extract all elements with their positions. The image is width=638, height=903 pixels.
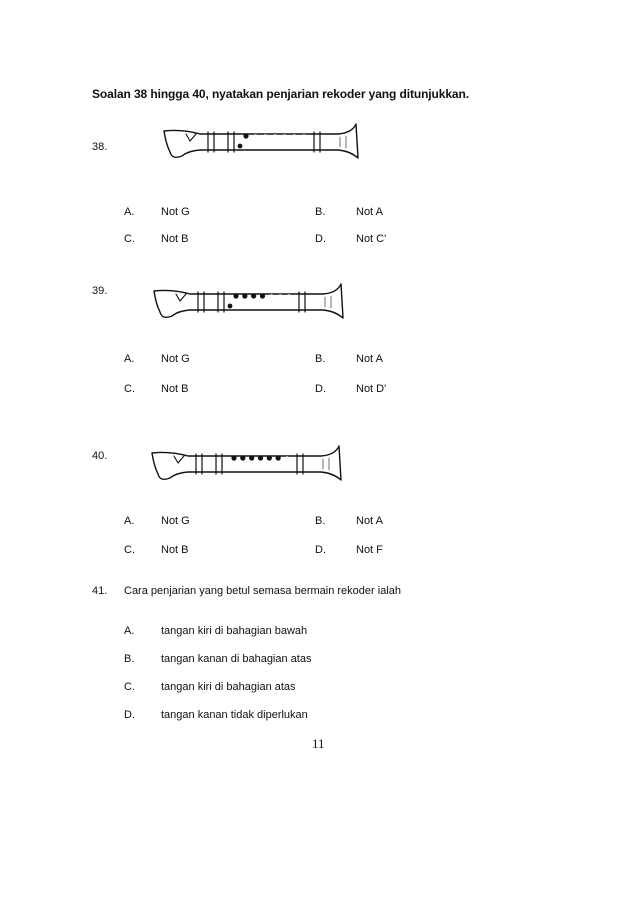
q41-option-b-letter: B. xyxy=(124,653,135,665)
q40-option-d-text: Not F xyxy=(356,544,383,556)
finger-hole-closed xyxy=(231,455,236,460)
finger-hole-closed xyxy=(251,293,256,298)
finger-hole-open xyxy=(302,134,306,138)
q39-option-a-text: Not G xyxy=(161,353,190,365)
q39-option-a-letter: A. xyxy=(124,353,135,365)
q38-option-b-letter: B. xyxy=(315,206,326,218)
q39-option-c-letter: C. xyxy=(124,383,135,395)
finger-hole-open xyxy=(293,134,297,138)
finger-hole-closed xyxy=(240,455,245,460)
recorder-window xyxy=(174,456,184,463)
recorder-39-image xyxy=(150,282,345,322)
thumb-hole-closed xyxy=(228,304,233,309)
q40-option-c-letter: C. xyxy=(124,544,135,556)
recorder-window xyxy=(176,294,186,301)
q39-option-d-letter: D. xyxy=(315,383,326,395)
recorder-body xyxy=(164,124,358,158)
q38-option-d-text: Not C' xyxy=(356,233,387,245)
q41-option-a-text: tangan kiri di bahagian bawah xyxy=(161,625,308,637)
recorder-window xyxy=(186,134,196,141)
q40-option-b-text: Not A xyxy=(356,515,383,527)
q41-option-d-text: tangan kanan tidak diperlukan xyxy=(161,709,308,721)
question-41-number: 41. xyxy=(92,585,108,597)
question-39-number: 39. xyxy=(92,285,108,297)
finger-hole-open xyxy=(254,134,258,138)
q40-option-b-letter: B. xyxy=(315,515,326,527)
q38-option-d-letter: D. xyxy=(315,233,326,245)
thumb-hole-closed xyxy=(238,144,243,149)
q40-option-a-letter: A. xyxy=(124,515,135,527)
q38-option-a-text: Not G xyxy=(161,206,190,218)
q38-option-a-letter: A. xyxy=(124,206,135,218)
finger-hole-closed xyxy=(258,455,263,460)
q39-option-c-text: Not B xyxy=(161,383,189,395)
q38-option-c-letter: C. xyxy=(124,233,135,245)
page-number: 11 xyxy=(312,736,325,751)
question-38-number: 38. xyxy=(92,141,108,153)
finger-hole-closed xyxy=(267,455,272,460)
finger-hole-closed xyxy=(249,455,254,460)
q41-option-c-text: tangan kiri di bahagian atas xyxy=(161,681,296,693)
q40-option-c-text: Not B xyxy=(161,544,189,556)
finger-hole-closed xyxy=(233,293,238,298)
finger-hole-open xyxy=(270,294,274,298)
finger-hole-closed xyxy=(260,293,265,298)
finger-hole-open xyxy=(285,456,289,460)
q41-option-d-letter: D. xyxy=(124,709,135,721)
finger-hole-closed xyxy=(276,455,281,460)
q39-option-b-letter: B. xyxy=(315,353,326,365)
q41-option-c-letter: C. xyxy=(124,681,135,693)
finger-hole-open xyxy=(287,294,291,298)
instruction-heading: Soalan 38 hingga 40, nyatakan penjarian rekoder yang ditunjukkan. xyxy=(92,87,469,101)
finger-hole-open xyxy=(264,134,268,138)
recorder-body xyxy=(154,284,343,318)
q40-option-d-letter: D. xyxy=(315,544,326,556)
q41-option-a-letter: A. xyxy=(124,625,135,637)
recorder-body xyxy=(152,446,341,480)
q40-option-a-text: Not G xyxy=(161,515,190,527)
recorder-40-image xyxy=(148,443,343,485)
q38-option-b-text: Not A xyxy=(356,206,383,218)
q39-option-d-text: Not D' xyxy=(356,383,387,395)
q41-option-b-text: tangan kanan di bahagian atas xyxy=(161,653,312,665)
q38-option-c-text: Not B xyxy=(161,233,189,245)
finger-hole-open xyxy=(283,134,287,138)
question-40-number: 40. xyxy=(92,450,108,462)
recorder-38-image xyxy=(160,118,360,166)
finger-hole-closed xyxy=(243,133,248,138)
finger-hole-open xyxy=(278,294,282,298)
question-41-stem: Cara penjarian yang betul semasa bermain rekoder ialah xyxy=(124,585,401,597)
finger-hole-closed xyxy=(242,293,247,298)
finger-hole-open xyxy=(273,134,277,138)
q39-option-b-text: Not A xyxy=(356,353,383,365)
